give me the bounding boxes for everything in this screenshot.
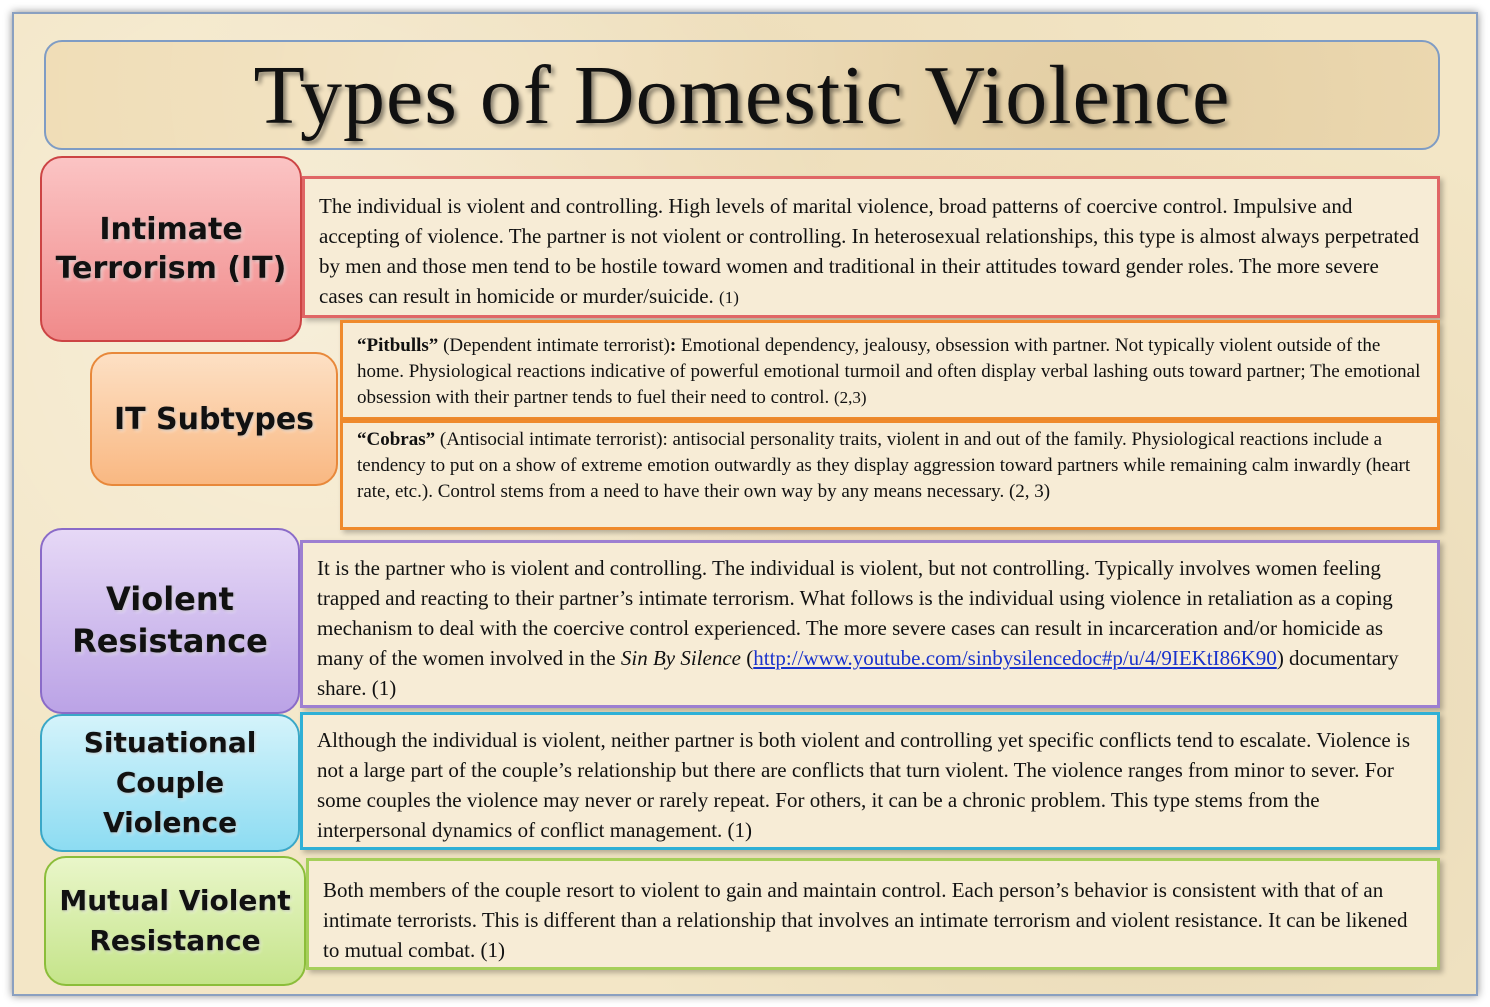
violent-resistance-label-line1: Violent — [106, 580, 234, 619]
mutual-violent-resistance-description — [306, 858, 1440, 970]
pitbulls-description — [340, 320, 1440, 420]
film-title: Sin By Silence — [620, 646, 741, 670]
intimate-terrorism-label-line1: Intimate — [99, 212, 243, 247]
intimate-terrorism-ref: (1) — [719, 288, 739, 307]
scv-label-line2: Couple — [115, 766, 225, 799]
intimate-terrorism-label — [40, 156, 302, 342]
title-banner — [44, 40, 1440, 150]
it-subtypes-label-text: IT Subtypes — [113, 401, 315, 437]
situational-couple-violence-description — [300, 712, 1440, 850]
documentary-link[interactable]: http://www.youtube.com/sinbysilencedoc#p/u/4/9IEKtI86K90 — [753, 646, 1277, 670]
pitbulls-text: Emotional dependency, jealousy, obsession with partner. Not typically violent outside of the home. Physiological reactions indicative of powerful emotional turmoil and often display verbal lashing outs toward partner; The emotional obsession with their partner tends to fuel their need to control. — [357, 335, 1421, 408]
violent-resistance-label-line2: Resistance — [72, 622, 268, 660]
mvr-label-line1: Mutual Violent — [59, 884, 291, 917]
scv-label-line1: Situational — [83, 726, 257, 759]
violent-resistance-description — [300, 540, 1440, 708]
intimate-terrorism-description — [302, 176, 1440, 318]
situational-couple-violence-text: Although the individual is violent, neither partner is both violent and controlling yet specific conflicts tend to escalate. Violence is not a large part of the couple’s relationship but there are conflicts that turn violent. The violence ranges from minor to sever. For some couples the violence may never or rarely repeat. For others, it can be a chronic problem. This type stems from the interpersonal dynamics of conflict management. (1) — [317, 728, 1410, 842]
mutual-violent-resistance-text: Both members of the couple resort to violent to gain and maintain control. Each person’s behavior is consistent with that of an intimate terrorists. This is different than a relationship that involves an intimate terrorism and violent resistance. It can be likened to mutual combat. (1) — [323, 878, 1408, 962]
after-link-text: ) documentary share. (1) — [317, 646, 1399, 700]
pitbulls-ref: (2,3) — [834, 388, 867, 407]
intimate-terrorism-label-line2: Terrorism (IT) — [55, 251, 287, 286]
situational-couple-violence-label — [40, 714, 300, 852]
cobras-text: (Antisocial intimate terrorist): antisocial personality traits, violent in and out of the family. Physiological reactions include a tendency to put on a show of extreme emotion outwardly as they display aggression toward partners while remaining calm inwardly (heart rate, etc.). Control stems from a need to have their own way by any means necessary. (2, 3) — [357, 429, 1411, 502]
violent-resistance-label — [40, 528, 300, 714]
it-subtypes-label — [90, 352, 338, 486]
pitbulls-colon: : — [669, 335, 677, 356]
scv-label-line3: Violence — [102, 806, 238, 839]
pitbulls-qualifier: (Dependent intimate terrorist) — [438, 335, 670, 356]
mutual-violent-resistance-label — [44, 856, 306, 986]
intimate-terrorism-text: The individual is violent and controlling. High levels of marital violence, broad patterns of coercive control. Impulsive and accepting of violence. The partner is not violent or controlling. In heterosexual relationships, this type is almost always perpetrated by men and those men tend to be hostile toward women and traditional in their attitudes toward gender roles. The more severe cases can result in homicide or murder/suicide. — [319, 194, 1420, 308]
cobras-description — [340, 420, 1440, 530]
link-open: ( — [740, 646, 754, 670]
violent-resistance-text: It is the partner who is violent and controlling. The individual is violent, but not controlling. Typically involves women feeling trapped and reacting to their partner’s intimate terrorism. What follows is the individual using violence in retaliation as a coping mechanism to deal with the coercive control experienced. The more severe cases can result in incarceration and/or homicide as many of the women involved in the — [317, 556, 1393, 670]
page-title: Types of Domestic Violence — [253, 48, 1231, 142]
pitbulls-name: “Pitbulls” — [357, 335, 439, 356]
mvr-label-line2: Resistance — [89, 924, 261, 957]
cobras-name: “Cobras” — [357, 429, 436, 450]
